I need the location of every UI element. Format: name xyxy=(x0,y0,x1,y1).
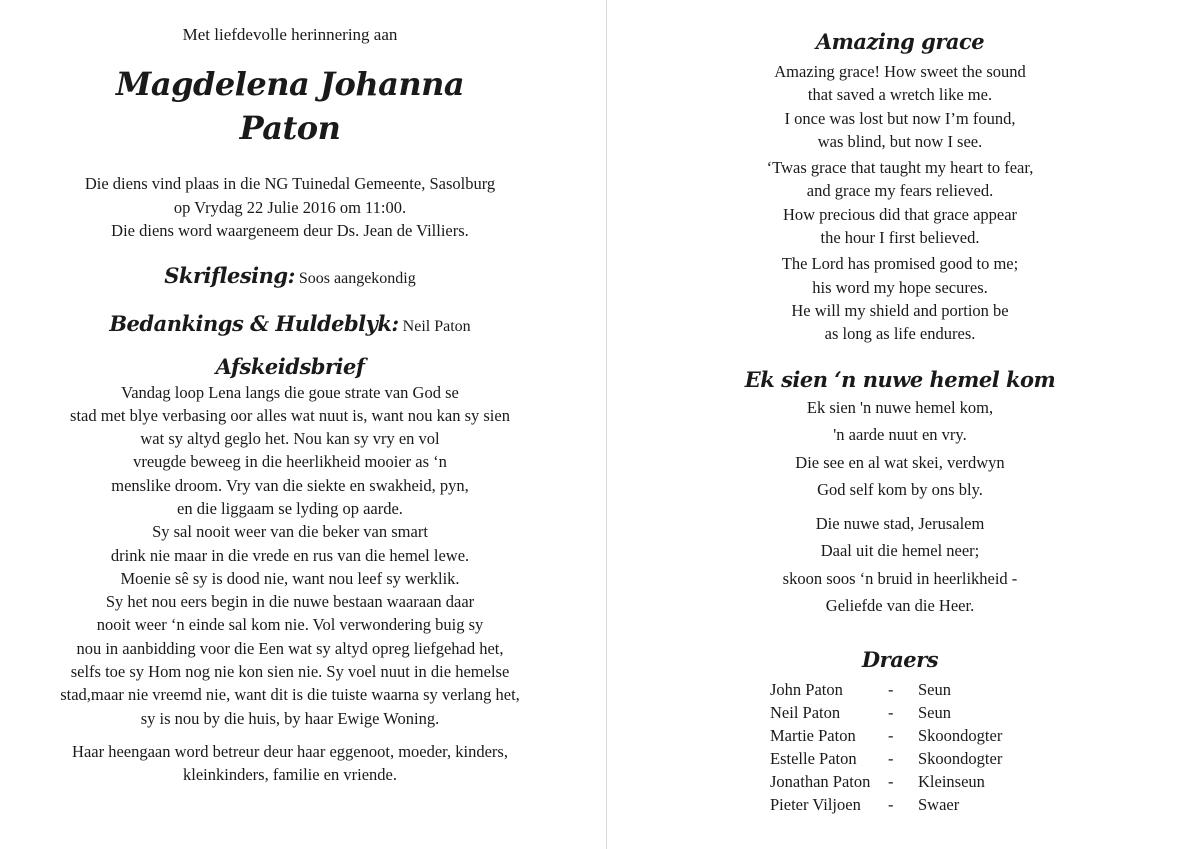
bearer-relation: Skoondogter xyxy=(918,748,1003,768)
hymn-line: Ek sien 'n nuwe hemel kom, xyxy=(806,397,994,417)
bearer-relation: Kleinseun xyxy=(918,771,985,791)
table-row xyxy=(770,793,1038,816)
letter-line: drink nie maar in die vrede en rus van die hemel lewe. xyxy=(110,545,470,565)
scripture-value: Soos aangekondig xyxy=(298,269,416,287)
deceased-name-line1: Magdelena Johanna xyxy=(115,65,465,103)
letter-title: Afskeidsbrief xyxy=(215,353,365,379)
bearer-name: John Paton xyxy=(770,679,843,699)
letter-line: sy is nou by die huis, by haar Ewige Woning. xyxy=(140,708,440,728)
hymn2-title: Ek sien ‘n nuwe hemel kom xyxy=(744,366,1056,392)
table-row xyxy=(770,770,1038,793)
letter-line: stad met blye verbasing oor alles wat nuut is, want nou kan sy sien xyxy=(70,405,510,425)
hymn-line: Die see en al wat skei, verdwyn xyxy=(795,452,1005,472)
hymn1-stanza xyxy=(700,60,1100,153)
bearer-relation: Skoondogter xyxy=(918,725,1003,745)
hymn-line: the hour I first believed. xyxy=(820,228,980,248)
closing-text xyxy=(0,740,580,787)
bearer-name: Estelle Paton xyxy=(770,748,857,768)
hymn-line: He will my shield and portion be xyxy=(791,300,1009,320)
service-line: Die diens vind plaas in die NG Tuinedal Gemeente, Sasolburg xyxy=(84,174,496,193)
bearer-dash: - xyxy=(888,771,894,791)
service-line: op Vrydag 22 Julie 2016 om 11:00. xyxy=(173,197,407,217)
hymn-line: Amazing grace! How sweet the sound xyxy=(774,62,1026,81)
hymn-line: I once was lost but now I’m found, xyxy=(784,108,1016,128)
bearer-dash: - xyxy=(888,702,894,722)
hymn-line: as long as life endures. xyxy=(824,324,976,344)
pallbearers-table xyxy=(770,678,1038,816)
table-row xyxy=(770,701,1038,724)
hymn-line: Daal uit die hemel neer; xyxy=(820,541,980,561)
letter-line: Moenie sê sy is dood nie, want nou leef sy werklik. xyxy=(120,568,460,588)
closing-line: Haar heengaan word betreur deur haar eggenoot, moeder, kinders, xyxy=(72,741,508,761)
thanks-row xyxy=(0,309,580,339)
hymn-line: ‘Twas grace that taught my heart to fear, xyxy=(766,158,1034,178)
bearer-relation: Seun xyxy=(918,702,951,722)
bearer-relation: Swaer xyxy=(918,794,960,814)
service-line: Die diens word waargeneem deur Ds. Jean de Villiers. xyxy=(111,221,469,240)
letter-line: Sy sal nooit weer van die beker van smart xyxy=(152,522,428,542)
hymn2-stanza xyxy=(700,510,1100,620)
service-details xyxy=(0,172,580,243)
hymn-line: and grace my fears relieved. xyxy=(806,181,994,201)
hymn1-stanza xyxy=(700,252,1100,345)
table-row xyxy=(770,747,1038,770)
bearer-dash: - xyxy=(888,794,894,814)
letter-line: Sy het nou eers begin in die nuwe bestaan waaraan daar xyxy=(105,592,475,612)
letter-line: vreugde beweeg in die heerlikheid mooier as ‘n xyxy=(133,452,447,472)
bearer-dash: - xyxy=(888,725,894,745)
letter-line: stad,maar nie vreemd nie, want dit is die tuiste waarna sy verlang het, xyxy=(60,685,520,705)
letter-line: nooit weer ‘n einde sal kom nie. Vol verwondering buig sy xyxy=(96,615,484,635)
pallbearers-title: Draers xyxy=(861,646,939,672)
scripture-row xyxy=(0,261,580,291)
deceased-name-line2: Paton xyxy=(239,109,341,147)
farewell-letter xyxy=(0,381,580,730)
thanks-label: Bedankings & Huldeblyk: xyxy=(109,310,399,336)
hymn-line: God self kom by ons bly. xyxy=(817,480,983,500)
hymn1-title: Amazing grace xyxy=(815,29,985,54)
letter-line: en die liggaam se lyding op aarde. xyxy=(177,498,403,518)
letter-line: menslike droom. Vry van die siekte en swakheid, pyn, xyxy=(111,475,469,495)
hymn-line: Die nuwe stad, Jerusalem xyxy=(815,513,985,533)
left-page xyxy=(0,0,580,787)
bearer-dash: - xyxy=(888,748,894,768)
hymn-line: How precious did that grace appear xyxy=(782,204,1018,224)
right-page xyxy=(700,0,1100,816)
bearer-relation: Seun xyxy=(918,679,951,699)
letter-line: selfs toe sy Hom nog nie kon sien nie. Sy voel nuut in die hemelse xyxy=(70,662,510,682)
table-row xyxy=(770,678,1038,701)
table-row xyxy=(770,724,1038,747)
hymn-line: 'n aarde nuut en vry. xyxy=(833,425,967,445)
hymn-line: that saved a wretch like me. xyxy=(807,85,993,105)
hymn-line: Geliefde van die Heer. xyxy=(825,596,975,616)
page-fold-line xyxy=(606,0,607,849)
hymn-line: skoon soos ‘n bruid in heerlikheid - xyxy=(782,568,1018,588)
intro-text: Met liefdevolle herinnering aan xyxy=(182,25,398,44)
scripture-label: Skriflesing: xyxy=(164,262,295,288)
letter-line: Vandag loop Lena langs die goue strate van God se xyxy=(121,382,459,402)
hymn-line: was blind, but now I see. xyxy=(817,131,983,151)
thanks-value: Neil Paton xyxy=(402,317,471,335)
hymn2-stanza xyxy=(700,394,1100,504)
letter-line: wat sy altyd geglo het. Nou kan sy vry en vol xyxy=(140,429,440,449)
bearer-name: Martie Paton xyxy=(770,725,856,745)
bearer-name: Pieter Viljoen xyxy=(770,794,861,814)
letter-line: nou in aanbidding voor die Een wat sy altyd opreg liefgehad het, xyxy=(76,638,504,658)
bearer-dash: - xyxy=(888,679,894,699)
hymn-line: The Lord has promised good to me; xyxy=(781,254,1019,274)
bearer-name: Jonathan Paton xyxy=(770,771,871,791)
hymn1-stanza xyxy=(700,156,1100,249)
bearer-name: Neil Paton xyxy=(770,702,841,722)
closing-line: kleinkinders, familie en vriende. xyxy=(183,765,397,785)
hymn-line: his word my hope secures. xyxy=(812,277,988,297)
